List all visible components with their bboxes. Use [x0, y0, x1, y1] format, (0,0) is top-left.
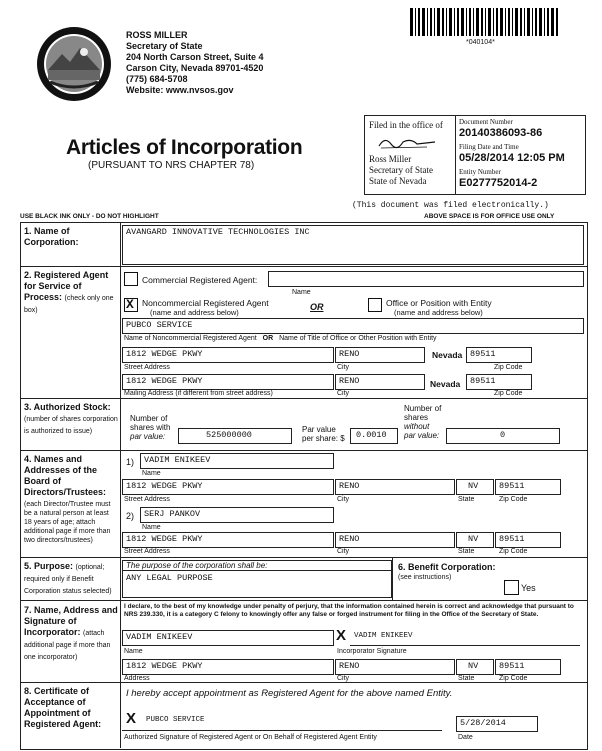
noncommercial-agent-label: Noncommercial Registered Agent [142, 298, 269, 308]
incorporator-address-caption: Address [124, 675, 150, 682]
barcode-number: *040104* [466, 39, 495, 46]
director1-number: 1) [126, 457, 135, 467]
director2-name-value: SERJ PANKOV [144, 509, 201, 519]
par-value-value: 0.0010 [356, 430, 387, 440]
agent-signature-caption: Authorized Signature of Registered Agent or On Behalf of Registered Agent Entity [124, 734, 377, 741]
entity-number: E0277752014-2 [459, 177, 538, 189]
section6-title: 6. Benefit Corporation: [398, 562, 496, 572]
director1-state-value: NV [468, 481, 479, 491]
agent-city-caption: City [337, 364, 350, 371]
director1-city-value: RENO [339, 481, 360, 491]
perjury-declaration: I declare, to the best of my knowledge under penalty of perjury, that the information contained herein is correct and acknowledge that pursuant to NRS 239.330, it is a category C felony to knowingly offer any false or forged instrument for filing in the Office of the Secretary of State. [124, 603, 574, 618]
document-number-label: Document Number [459, 118, 513, 126]
purpose-value: ANY LEGAL PURPOSE [126, 573, 213, 583]
mail-address-caption: Mailing Address (if different from street address) [124, 390, 273, 397]
filed-in-office-label: Filed in the office of [369, 120, 443, 130]
agent-signature-value: PUBCO SERVICE [146, 716, 205, 724]
director2-street-value: 1812 WEDGE PKWY [126, 534, 203, 544]
office-website: Website: www.nvsos.gov [126, 85, 234, 95]
shares-without-par-label: Number of shares without par value: [404, 404, 442, 440]
director2-number: 2) [126, 511, 135, 521]
mail-state-value: Nevada [430, 379, 461, 389]
agent-name-caption: Name of Noncommercial Registered Agent OR Name of Title of Office or Other Position with Entity [124, 335, 437, 342]
entity-number-label: Entity Number [459, 168, 501, 176]
agent-city-value: RENO [339, 349, 360, 359]
commercial-agent-label: Commercial Registered Agent: [142, 275, 258, 285]
office-position-checkbox[interactable] [368, 298, 382, 312]
mail-city-caption: City [337, 390, 350, 397]
section5-title: 5. Purpose: (optional; required only if Benefit Corporation status selected) [24, 561, 112, 595]
signer-name: Ross Miller [369, 154, 412, 164]
par-value-label: Par value per share: $ [302, 425, 345, 443]
director2-street-caption: Street Address [124, 548, 170, 555]
corporation-name-value: AVANGARD INNOVATIVE TECHNOLOGIES INC [126, 227, 310, 237]
incorporator-signature-value: VADIM ENIKEEV [354, 632, 413, 640]
office-use-notice: ABOVE SPACE IS FOR OFFICE USE ONLY [424, 213, 555, 220]
director2-zip-value: 89511 [499, 534, 525, 544]
signer-title: Secretary of State [369, 165, 433, 175]
commercial-agent-checkbox[interactable] [124, 272, 138, 286]
benefit-corp-checkbox[interactable] [504, 580, 519, 595]
document-number: 20140386093-86 [459, 127, 543, 139]
agent-street-caption: Street Address [124, 364, 170, 371]
office-address-line1: 204 North Carson Street, Suite 4 [126, 52, 264, 62]
secretary-signature [377, 134, 437, 150]
director1-state-caption: State [458, 496, 475, 503]
agent-street-value: 1812 WEDGE PKWY [126, 349, 203, 359]
barcode [410, 8, 560, 36]
form-subtitle: (PURSUANT TO NRS CHAPTER 78) [88, 160, 255, 171]
shares-without-par-value: 0 [500, 430, 506, 440]
filing-stamp-box [364, 115, 586, 195]
incorporator-city-value: RENO [339, 661, 360, 671]
officer-name: ROSS MILLER [126, 30, 188, 40]
incorporator-state-value: NV [468, 661, 479, 671]
section3-title: 3. Authorized Stock: (number of shares corporation is authorized to issue) [24, 402, 118, 435]
shares-with-par-label: Number of shares with par value: [130, 414, 171, 441]
director1-city-caption: City [337, 496, 350, 503]
officer-title: Secretary of State [126, 41, 203, 51]
incorporator-zip-caption: Zip Code [499, 675, 528, 682]
office-phone: (775) 684-5708 [126, 74, 188, 84]
benefit-corp-yes-label: Yes [521, 583, 536, 593]
commercial-agent-name-caption: Name [292, 289, 311, 296]
office-position-label: Office or Position with Entity [386, 298, 492, 308]
director2-city-caption: City [337, 548, 350, 555]
mail-zip-value: 89511 [470, 376, 496, 386]
section1-title: 1. Name of Corporation: [24, 226, 79, 247]
director1-name-value: VADIM ENIKEEV [144, 455, 211, 465]
agent-zip-value: 89511 [470, 349, 496, 359]
incorporator-name-caption: Name [124, 648, 143, 655]
acceptance-date-value: 5/28/2014 [460, 718, 506, 728]
incorporator-zip-value: 89511 [499, 661, 525, 671]
director1-zip-value: 89511 [499, 481, 525, 491]
section2-title: 2. Registered Agent for Service of Process: (check only one box) [24, 270, 114, 314]
office-position-sub: (name and address below) [394, 308, 483, 317]
acceptance-date-caption: Date [458, 734, 473, 741]
nevada-state-seal [36, 26, 112, 102]
incorporator-state-caption: State [458, 675, 475, 682]
filing-date: 05/28/2014 12:05 PM [459, 152, 565, 164]
shares-with-par-value: 525000000 [206, 430, 252, 440]
purpose-prompt: The purpose of the corporation shall be: [126, 561, 268, 570]
section7-title: 7. Name, Address and Signature of Incorporator: (attach additional page if more than one incorporator) [24, 605, 118, 661]
director2-city-value: RENO [339, 534, 360, 544]
form-title: Articles of Incorporation [66, 136, 303, 159]
agent-acceptance-statement: I hereby accept appointment as Registered Agent for the above named Entity. [126, 688, 453, 699]
filed-electronically-note: (This document was filed electronically.) [352, 201, 549, 210]
director2-zip-caption: Zip Code [499, 548, 528, 555]
incorporator-city-caption: City [337, 675, 350, 682]
agent-name-value: PUBCO SERVICE [126, 320, 193, 330]
incorporator-signature-caption: Incorporator Signature [337, 648, 407, 655]
signer-state: State of Nevada [369, 176, 427, 186]
agent-signature-x: X [126, 710, 137, 727]
agent-zip-caption: Zip Code [494, 364, 523, 371]
incorporator-signature-x: X [336, 627, 347, 644]
office-address-line2: Carson City, Nevada 89701-4520 [126, 63, 264, 73]
section8-title: 8. Certificate of Acceptance of Appointment of Registered Agent: [24, 686, 102, 729]
filing-date-label: Filing Date and Time [459, 143, 519, 151]
mail-zip-caption: Zip Code [494, 390, 523, 397]
director2-state-caption: State [458, 548, 475, 555]
incorporator-street-value: 1812 WEDGE PKWY [126, 661, 203, 671]
director1-street-caption: Street Address [124, 496, 170, 503]
director1-zip-caption: Zip Code [499, 496, 528, 503]
mail-city-value: RENO [339, 376, 360, 386]
agent-state-value: Nevada [432, 350, 463, 360]
black-ink-notice: USE BLACK INK ONLY - DO NOT HIGHLIGHT [20, 213, 159, 220]
director1-name-caption: Name [142, 470, 161, 477]
noncommercial-check-mark: X [126, 297, 134, 312]
section4-title: 4. Names and Addresses of the Board of Directors/Trustees: (each Director/Trustee must be a natural person at least 18 years of age; attach additional page if more than two directors/trustees) [24, 454, 111, 544]
director2-name-caption: Name [142, 524, 161, 531]
commercial-agent-name-field[interactable] [268, 271, 584, 287]
incorporator-name-value: VADIM ENIKEEV [126, 632, 193, 642]
noncommercial-agent-sub: (name and address below) [150, 308, 239, 317]
director2-state-value: NV [468, 534, 479, 544]
mail-street-value: 1812 WEDGE PKWY [126, 376, 203, 386]
director1-street-value: 1812 WEDGE PKWY [126, 481, 203, 491]
section6-note: (see instructions) [398, 574, 452, 581]
or-separator: OR [310, 302, 324, 312]
